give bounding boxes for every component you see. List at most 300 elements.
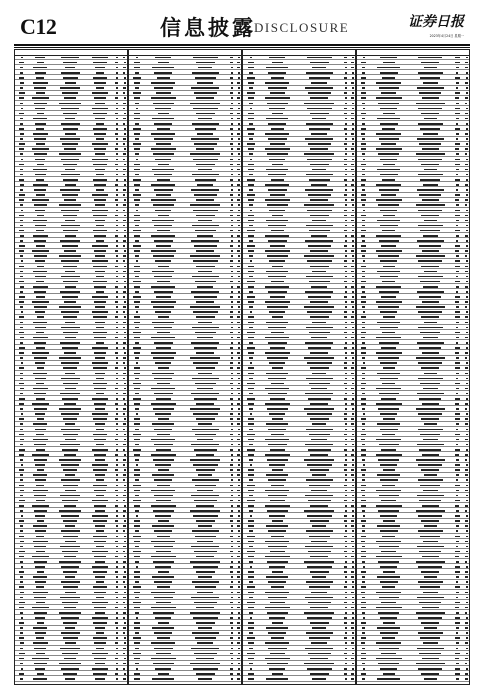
table-cell — [267, 408, 288, 410]
table-cell — [134, 627, 139, 629]
table-cell — [271, 128, 284, 130]
table-cell — [237, 658, 240, 660]
table-cell — [195, 586, 216, 588]
table-cell — [305, 546, 333, 548]
table-cell — [116, 561, 118, 563]
table-cell — [34, 306, 47, 308]
table-cell — [116, 138, 118, 140]
table-cell — [465, 164, 468, 166]
table-cell — [21, 413, 23, 415]
table-cell — [363, 668, 365, 670]
table-cell — [270, 398, 285, 400]
table-cell — [198, 169, 212, 171]
table-cell — [63, 673, 77, 675]
table-cell — [94, 505, 106, 507]
table-cell — [231, 403, 233, 405]
table-cell — [344, 637, 346, 639]
table-cell — [266, 169, 288, 171]
table-cell — [134, 520, 141, 522]
table-cell — [466, 546, 468, 548]
table-cell — [134, 474, 139, 476]
table-cell — [423, 541, 438, 543]
table-cell — [249, 612, 254, 614]
table-cell — [123, 566, 125, 568]
table-cell — [94, 541, 105, 543]
table-cell — [456, 597, 458, 599]
table-cell — [20, 103, 23, 105]
table-cell — [456, 82, 460, 84]
table-cell — [136, 260, 139, 262]
table-cell — [124, 352, 126, 354]
table-cell — [249, 378, 252, 380]
table-cell — [362, 648, 365, 650]
table-cell — [151, 97, 176, 99]
table-cell — [422, 607, 439, 609]
table-cell — [352, 210, 354, 212]
table-cell — [351, 388, 353, 390]
table-cell — [238, 653, 240, 655]
table-cell — [134, 215, 141, 217]
table-cell — [154, 378, 172, 380]
table-cell — [92, 566, 109, 568]
table-cell — [231, 556, 233, 558]
table-cell — [423, 286, 438, 288]
table-cell — [115, 673, 118, 675]
table-cell — [230, 210, 233, 212]
table-cell — [272, 367, 283, 369]
table-cell — [116, 423, 118, 425]
table-cell — [20, 82, 24, 84]
table-cell — [249, 408, 254, 410]
table-cell — [238, 408, 240, 410]
table-cell — [465, 373, 467, 375]
table-cell — [455, 607, 459, 609]
table-cell — [351, 607, 354, 609]
table-cell — [94, 301, 106, 303]
table-cell — [351, 469, 354, 471]
table-cell — [249, 174, 252, 176]
table-cell — [344, 469, 346, 471]
table-cell — [230, 347, 233, 349]
table-cell — [305, 138, 333, 140]
table-cell — [345, 82, 347, 84]
table-cell — [35, 210, 45, 212]
table-cell — [196, 673, 215, 675]
table-cell — [33, 439, 49, 441]
table-cell — [237, 592, 239, 594]
table-column-2 — [128, 49, 242, 685]
table-cell — [123, 429, 125, 431]
table-cell — [115, 556, 118, 558]
table-cell — [381, 449, 396, 451]
table-cell — [380, 225, 398, 227]
table-cell — [307, 159, 332, 161]
table-cell — [194, 347, 217, 349]
table-cell — [376, 490, 401, 492]
table-cell — [35, 225, 46, 227]
table-cell — [135, 378, 138, 380]
table-cell — [198, 373, 212, 375]
table-cell — [312, 67, 326, 69]
table-cell — [466, 566, 468, 568]
table-cell — [61, 225, 80, 227]
table-cell — [308, 245, 331, 247]
table-cell — [344, 551, 347, 553]
table-cell — [134, 592, 140, 594]
table-cell — [268, 174, 286, 176]
table-cell — [383, 367, 395, 369]
table-cell — [115, 520, 118, 522]
table-cell — [238, 291, 240, 293]
table-cell — [115, 418, 118, 420]
table-cell — [116, 525, 118, 527]
table-cell — [135, 240, 139, 242]
table-cell — [344, 485, 346, 487]
table-cell — [362, 291, 365, 293]
table-cell — [123, 311, 125, 313]
table-cell — [466, 581, 468, 583]
table-cell — [60, 597, 81, 599]
table-cell — [231, 220, 233, 222]
table-cell — [311, 337, 327, 339]
table-cell — [135, 138, 139, 140]
table-cell — [309, 485, 330, 487]
table-cell — [32, 148, 49, 150]
table-cell — [194, 449, 217, 451]
table-cell — [247, 296, 255, 298]
table-cell — [265, 403, 290, 405]
table-cell — [465, 454, 468, 456]
table-cell — [124, 337, 126, 339]
table-cell — [96, 87, 104, 89]
table-cell — [64, 454, 76, 456]
table-cell — [190, 103, 220, 105]
table-cell — [377, 525, 400, 527]
table-cell — [304, 204, 334, 206]
table-cell — [265, 199, 290, 201]
table-cell — [34, 663, 47, 665]
table-cell — [123, 576, 126, 578]
table-cell — [92, 362, 109, 364]
table-cell — [237, 62, 240, 64]
table-cell — [237, 520, 240, 522]
table-cell — [20, 495, 23, 497]
table-cell — [383, 571, 395, 573]
table-cell — [96, 479, 103, 481]
table-cell — [123, 373, 126, 375]
table-cell — [94, 82, 105, 84]
table-cell — [133, 296, 141, 298]
table-cell — [153, 663, 174, 665]
table-cell — [250, 668, 253, 670]
table-cell — [455, 469, 459, 471]
table-cell — [94, 592, 105, 594]
table-cell — [198, 423, 212, 425]
table-cell — [466, 637, 468, 639]
table-cell — [230, 260, 233, 262]
table-cell — [230, 113, 232, 115]
table-cell — [466, 347, 468, 349]
table-cell — [116, 92, 118, 94]
table-cell — [135, 444, 139, 446]
table-cell — [231, 352, 233, 354]
table-cell — [237, 67, 239, 69]
table-cell — [247, 485, 254, 487]
table-cell — [310, 505, 328, 507]
table-cell — [363, 210, 365, 212]
table-cell — [151, 607, 176, 609]
table-cell — [96, 632, 103, 634]
table-cell — [345, 225, 347, 227]
table-cell — [361, 490, 365, 492]
table-cell — [230, 449, 233, 451]
table-cell — [20, 479, 22, 481]
table-cell — [20, 118, 24, 120]
table-cell — [19, 332, 25, 334]
table-cell — [466, 138, 468, 140]
table-cell — [380, 429, 398, 431]
table-cell — [231, 607, 233, 609]
table-cell — [248, 352, 254, 354]
table-cell — [19, 164, 24, 166]
table-cell — [306, 429, 333, 431]
table-cell — [95, 271, 105, 273]
table-cell — [116, 566, 118, 568]
table-cell — [304, 153, 334, 155]
table-cell — [380, 276, 398, 278]
table-cell — [231, 648, 233, 650]
table-cell — [455, 108, 461, 110]
table-cell — [238, 510, 240, 512]
table-cell — [267, 612, 288, 614]
table-cell — [419, 194, 441, 196]
table-cell — [421, 164, 439, 166]
table-cell — [116, 159, 118, 161]
table-cell — [466, 194, 468, 196]
table-cell — [19, 607, 24, 609]
table-cell — [352, 230, 354, 232]
table-cell — [417, 189, 444, 191]
table-cell — [231, 337, 233, 339]
table-cell — [19, 434, 25, 436]
table-cell — [268, 225, 286, 227]
table-cell — [247, 434, 254, 436]
table-cell — [309, 383, 330, 385]
table-cell — [361, 82, 365, 84]
table-cell — [351, 301, 354, 303]
table-cell — [36, 143, 45, 145]
table-cell — [59, 357, 81, 359]
table-cell — [268, 87, 287, 89]
table-cell — [237, 169, 239, 171]
table-cell — [35, 515, 45, 517]
table-cell — [116, 67, 118, 69]
table-cell — [230, 622, 232, 624]
table-cell — [37, 469, 44, 471]
table-cell — [96, 225, 103, 227]
table-cell — [197, 133, 213, 135]
table-cell — [34, 153, 47, 155]
table-cell — [455, 520, 459, 522]
table-cell — [135, 597, 139, 599]
table-cell — [133, 536, 140, 538]
table-cell — [37, 164, 44, 166]
table-cell — [238, 495, 240, 497]
table-cell — [455, 352, 459, 354]
table-cell — [35, 581, 46, 583]
table-cell — [154, 648, 173, 650]
table-cell — [308, 551, 331, 553]
table-cell — [238, 413, 240, 415]
table-cell — [238, 204, 240, 206]
table-cell — [417, 87, 444, 89]
table-cell — [247, 143, 255, 145]
table-cell — [61, 515, 79, 517]
table-cell — [230, 418, 232, 420]
table-cell — [345, 505, 347, 507]
table-cell — [352, 510, 354, 512]
table-cell — [65, 576, 75, 578]
table-cell — [230, 245, 233, 247]
table-cell — [383, 164, 395, 166]
table-cell — [238, 276, 240, 278]
table-cell — [231, 153, 233, 155]
table-cell — [34, 357, 47, 359]
table-cell — [423, 235, 438, 237]
table-cell — [352, 57, 354, 59]
table-cell — [418, 276, 443, 278]
table-cell — [345, 546, 347, 548]
table-cell — [422, 505, 439, 507]
table-cell — [418, 378, 443, 380]
table-cell — [269, 668, 285, 670]
table-cell — [191, 291, 219, 293]
table-cell — [345, 240, 347, 242]
table-cell — [115, 469, 118, 471]
table-cell — [352, 632, 354, 634]
table-cell — [377, 271, 400, 273]
table-cell — [35, 617, 45, 619]
table-cell — [267, 357, 288, 359]
table-cell — [63, 113, 77, 115]
table-cell — [311, 388, 327, 390]
table-cell — [362, 459, 365, 461]
table-cell — [310, 418, 329, 420]
table-rows — [15, 55, 127, 684]
table-cell — [418, 362, 442, 364]
table-cell — [35, 668, 45, 670]
table-cell — [248, 133, 254, 135]
section-title: 信息披露 — [160, 16, 256, 40]
table-cell — [465, 215, 468, 217]
table-cell — [312, 627, 326, 629]
table-cell — [352, 429, 354, 431]
table-cell — [465, 184, 468, 186]
table-cell — [455, 622, 459, 624]
table-cell — [352, 383, 354, 385]
table-cell — [116, 434, 118, 436]
table-cell — [116, 459, 118, 461]
table-cell — [456, 581, 458, 583]
table-cell — [156, 347, 171, 349]
table-cell — [237, 352, 240, 354]
table-cell — [237, 286, 239, 288]
table-cell — [136, 566, 139, 568]
table-cell — [65, 678, 75, 680]
table-cell — [34, 495, 46, 497]
table-cell — [157, 485, 170, 487]
table-cell — [352, 479, 354, 481]
table-cell — [63, 316, 77, 318]
table-cell — [362, 510, 365, 512]
table-cell — [196, 266, 215, 268]
table-cell — [380, 362, 397, 364]
table-cell — [116, 510, 118, 512]
table-cell — [306, 72, 333, 74]
table-cell — [247, 332, 254, 334]
table-cell — [249, 546, 253, 548]
table-cell — [363, 260, 365, 262]
table-cell — [361, 332, 366, 334]
table-cell — [304, 408, 334, 410]
table-cell — [272, 418, 283, 420]
table-cell — [248, 627, 253, 629]
table-cell — [268, 479, 286, 481]
table-cell — [345, 648, 347, 650]
table-cell — [134, 271, 139, 273]
table-cell — [92, 194, 108, 196]
table-cell — [191, 444, 219, 446]
table-cell — [123, 479, 125, 481]
table-cell — [36, 245, 45, 247]
table-cell — [195, 383, 216, 385]
table-cell — [351, 148, 354, 150]
table-cell — [351, 373, 353, 375]
table-cell — [63, 128, 78, 130]
table-cell — [418, 311, 442, 313]
table-cell — [37, 520, 44, 522]
table-cell — [362, 408, 365, 410]
table-cell — [123, 444, 126, 446]
table-cell — [154, 87, 173, 89]
table-cell — [455, 164, 459, 166]
table-cell — [421, 673, 439, 675]
table-cell — [94, 490, 105, 492]
table-cell — [152, 67, 174, 69]
table-cell — [455, 311, 461, 313]
table-rows — [243, 55, 355, 684]
table-cell — [65, 169, 75, 171]
table-cell — [376, 439, 401, 441]
table-cell — [247, 347, 255, 349]
table-cell — [95, 220, 105, 222]
table-cell — [247, 383, 254, 385]
table-cell — [33, 184, 49, 186]
table-cell — [379, 648, 399, 650]
table-cell — [36, 281, 44, 283]
table-cell — [196, 250, 214, 252]
table-cell — [306, 530, 333, 532]
table-cell — [352, 434, 354, 436]
table-cell — [420, 383, 440, 385]
table-cell — [455, 536, 460, 538]
table-cell — [344, 179, 346, 181]
table-cell — [380, 378, 398, 380]
table-cell — [249, 357, 254, 359]
table-cell — [115, 184, 118, 186]
table-cell — [376, 607, 402, 609]
table-column-4 — [356, 49, 470, 685]
